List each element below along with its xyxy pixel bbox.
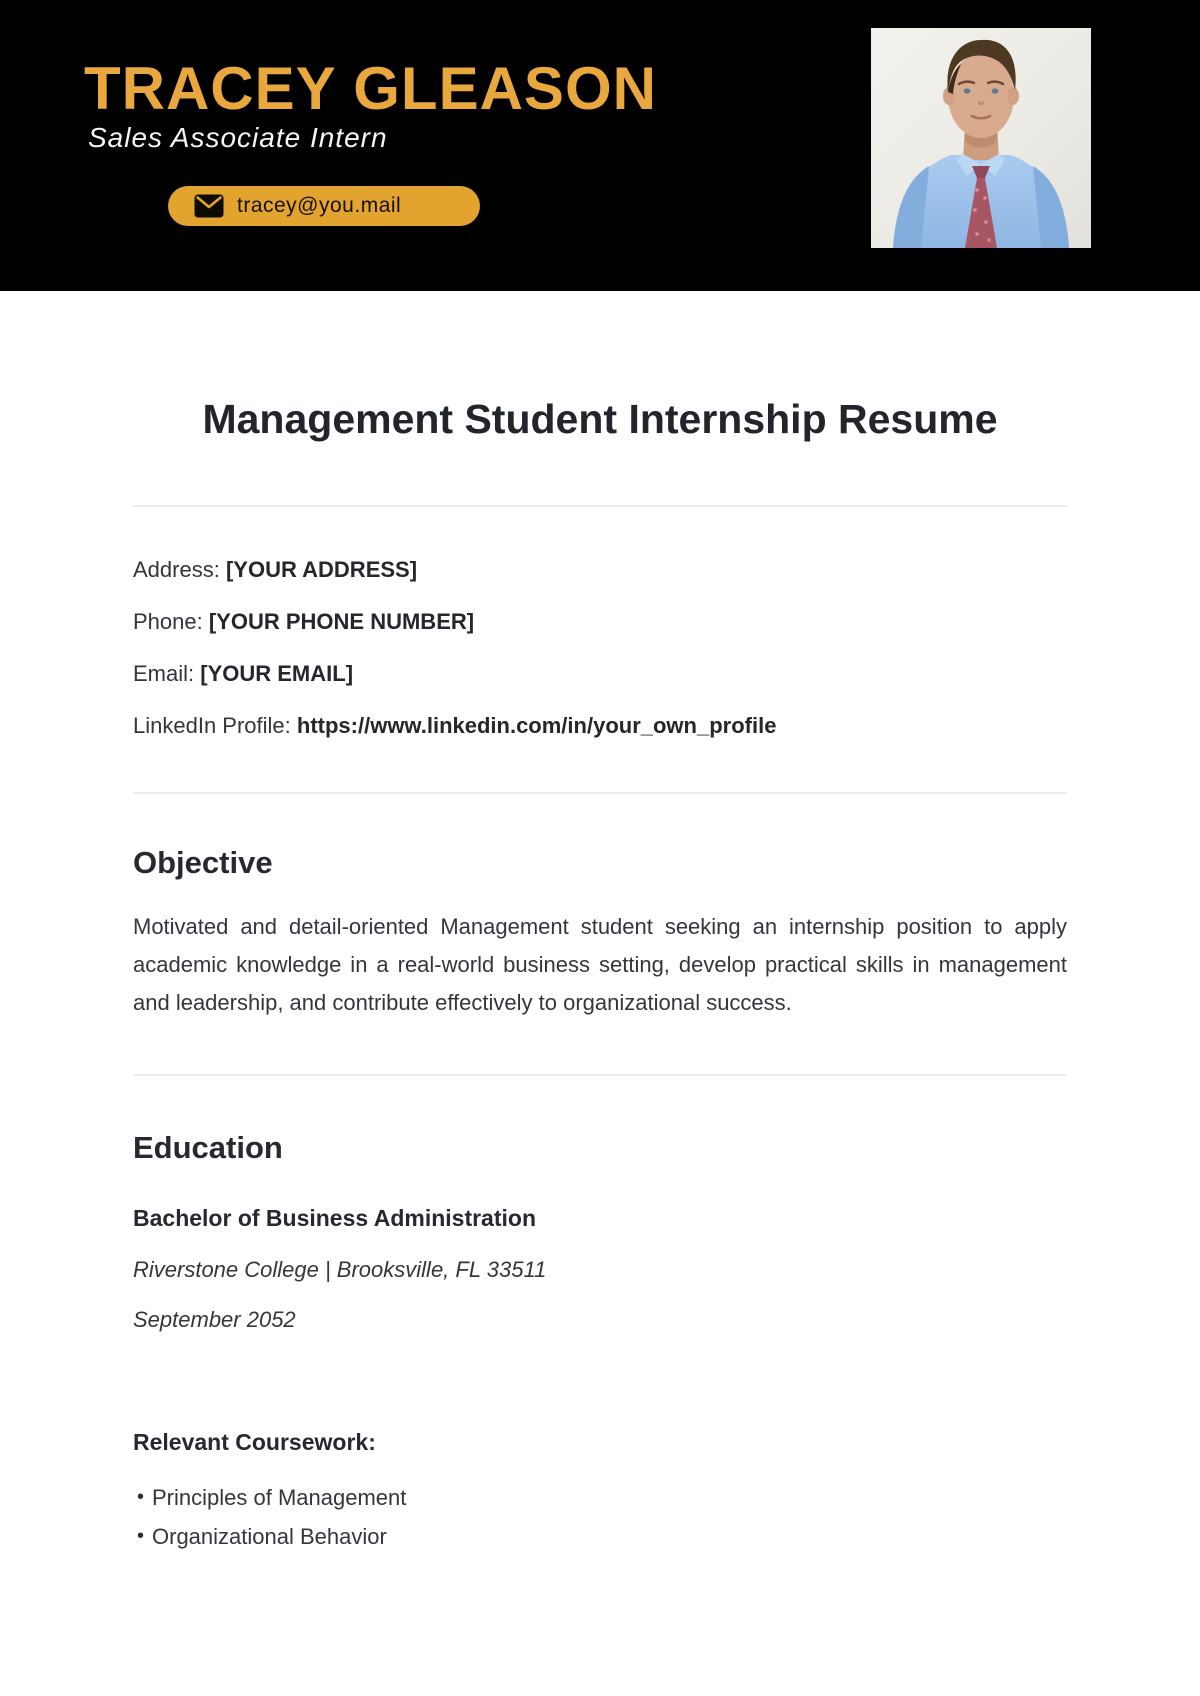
contact-label: LinkedIn Profile: xyxy=(133,713,291,738)
contact-value: [YOUR ADDRESS] xyxy=(225,557,418,582)
contact-linkedin-url: https://www.linkedin.com/in/your_own_profile xyxy=(296,713,777,738)
education-school: Riverstone College | Brooksville, FL 33511 xyxy=(133,1257,547,1282)
contact-label: Phone: xyxy=(133,609,203,634)
person-portrait-illustration xyxy=(871,28,1091,248)
contact-value: [YOUR PHONE NUMBER] xyxy=(208,609,475,634)
coursework-heading: Relevant Coursework: xyxy=(133,1429,376,1455)
resume-body xyxy=(0,395,1200,1556)
contact-email-row xyxy=(133,648,1067,700)
education-heading: Education xyxy=(133,1130,283,1165)
education-degree: Bachelor of Business Administration xyxy=(133,1205,536,1231)
email-pill[interactable] xyxy=(168,186,480,226)
person-name: TRACEY GLEASON xyxy=(84,55,657,122)
section-divider xyxy=(133,792,1067,794)
section-divider xyxy=(133,1074,1067,1076)
contact-block xyxy=(133,544,1067,752)
coursework-list xyxy=(133,1478,1067,1556)
contact-linkedin-row xyxy=(133,700,1067,752)
person-job-title: Sales Associate Intern xyxy=(88,122,388,153)
header-banner xyxy=(0,0,1200,291)
profile-photo xyxy=(871,28,1091,248)
document-title: Management Student Internship Resume xyxy=(202,396,998,442)
email-pill-label: tracey@you.mail xyxy=(237,194,402,217)
section-divider xyxy=(133,505,1067,507)
education-date: September 2052 xyxy=(133,1307,296,1332)
contact-phone-row xyxy=(133,596,1067,648)
contact-value: [YOUR EMAIL] xyxy=(200,661,354,686)
contact-label: Address: xyxy=(133,557,220,582)
contact-label: Email: xyxy=(133,661,195,686)
contact-address-row xyxy=(133,544,1067,596)
coursework-item: • Principles of Management xyxy=(133,1478,1067,1517)
objective-heading: Objective xyxy=(133,845,273,880)
objective-paragraph: Motivated and detail-oriented Management student seeking an internship position to apply academic knowledge in a real-world business setting, develop practical skills in management and leadership, and contribute effectively to organizational success. xyxy=(133,914,1067,1015)
coursework-item: • Organizational Behavior xyxy=(133,1517,1067,1556)
envelope-icon xyxy=(194,194,224,218)
